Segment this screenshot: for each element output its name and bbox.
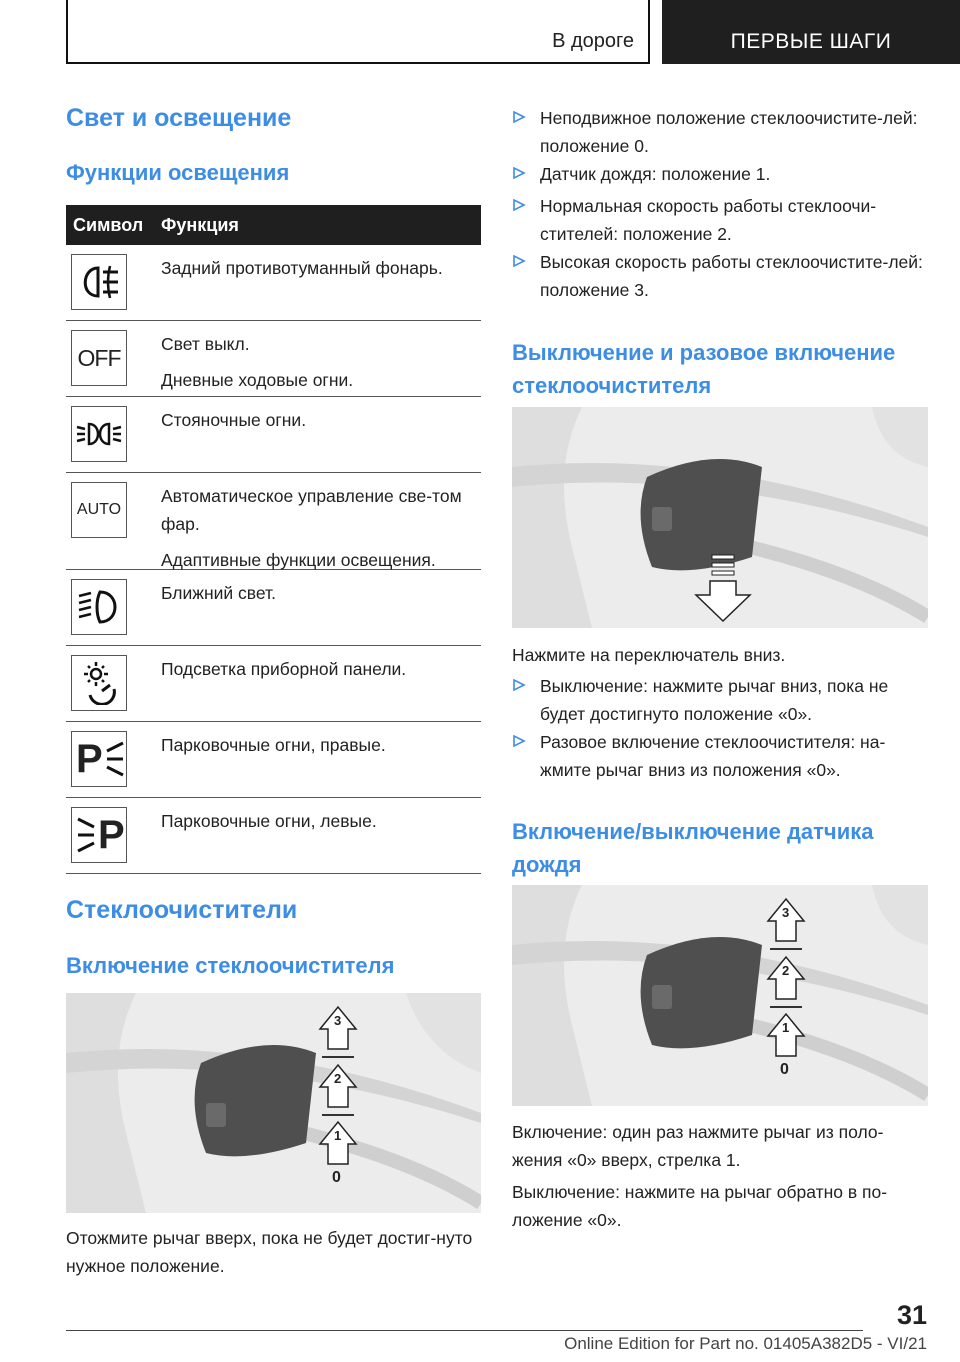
table-row [66, 722, 481, 798]
table-row [66, 798, 481, 874]
header-chapter-tab [662, 0, 960, 64]
table-row [66, 397, 481, 473]
parking-lights-icon [71, 406, 127, 462]
list-item-text: Неподвижное положение стеклоочистите-лей: положение 0. [540, 108, 918, 156]
row-text-secondary: Дневные ходовые огни. [161, 370, 354, 390]
wiper-on-instruction: Отожмите рычаг вверх, пока не будет достиг-нуто нужное положение. [66, 1228, 473, 1276]
icon-label: AUTO [76, 501, 122, 518]
heading-lighting-functions: Функции освещения [66, 160, 290, 185]
list-item-text: Выключение: нажмите рычаг вниз, пока не будет достигнуто положение «0». [540, 676, 889, 724]
heading-wiper-on: Включение стеклоочистителя [66, 953, 395, 978]
heading-wiper-off: Выключение и разовое включение стеклоочистителя [512, 340, 896, 398]
icon-label: P [98, 813, 125, 857]
row-text: Ближний свет. [161, 583, 276, 603]
low-beam-icon [71, 579, 127, 635]
rain-sensor-off-instruction: Выключение: нажмите на рычаг обратно в по-ложение «0». [512, 1182, 888, 1230]
heading-light: Свет и освещение [66, 104, 292, 132]
row-text: Свет выкл. [161, 334, 250, 354]
position-mark-0: 0 [780, 1061, 789, 1078]
position-mark-0: 0 [332, 1169, 341, 1186]
row-text: Подсветка приборной панели. [161, 659, 407, 679]
table-row [66, 570, 481, 646]
row-text-secondary: Адаптивные функции освещения. [161, 550, 436, 570]
rain-sensor-illustration [512, 885, 928, 1106]
page-number: 31 [896, 1300, 927, 1330]
list-item [512, 192, 928, 248]
header-section-tab [66, 0, 650, 64]
header-section-title: В дороге [552, 30, 634, 52]
list-item [512, 728, 928, 784]
position-mark-3: 3 [782, 905, 790, 920]
position-mark-3: 3 [334, 1013, 342, 1028]
row-text: Задний противотуманный фонарь. [161, 258, 443, 278]
header-chapter-title: ПЕРВЫЕ ШАГИ [730, 30, 892, 53]
position-mark-2: 2 [334, 1071, 342, 1086]
position-mark-2: 2 [782, 963, 790, 978]
footer-edition: Online Edition for Part no. 01405A382D5 - VI/21 [564, 1334, 927, 1353]
auto-lights-icon [71, 482, 127, 538]
list-item [512, 104, 928, 160]
icon-label: OFF [77, 344, 121, 371]
wiper-lever-illustration [66, 993, 481, 1213]
row-text: Парковочные огни, левые. [161, 811, 377, 831]
list-item-text: Высокая скорость работы стеклоочистите-лей: положение 3. [540, 252, 923, 300]
column-header-symbol: Символ [73, 214, 144, 235]
footer-divider [66, 1330, 863, 1331]
parking-right-icon [71, 731, 127, 787]
row-text: Автоматическое управление све-том фар. [161, 486, 462, 534]
page-header [0, 0, 960, 66]
position-mark-1: 1 [334, 1128, 342, 1143]
parking-left-icon [71, 807, 127, 863]
wiper-press-down-illustration [512, 407, 928, 628]
row-text: Стояночные огни. [161, 410, 307, 430]
press-down-instruction: Нажмите на переключатель вниз. [512, 645, 786, 665]
icon-label: P [76, 737, 103, 781]
list-item [512, 248, 928, 304]
column-header-function: Функция [161, 214, 239, 235]
rain-sensor-on-instruction: Включение: один раз нажмите рычаг из поло-жения «0» вверх, стрелка 1. [512, 1122, 884, 1170]
heading-wipers: Стеклоочистители [66, 896, 298, 924]
list-item-text: Датчик дождя: положение 1. [540, 164, 771, 184]
rear-fog-light-icon [71, 254, 127, 310]
row-text: Парковочные огни, правые. [161, 735, 386, 755]
table-header [66, 205, 481, 245]
position-mark-1: 1 [782, 1020, 790, 1035]
instrument-lighting-icon [71, 655, 127, 711]
table-row [66, 321, 481, 397]
table-row [66, 245, 481, 321]
table-row [66, 473, 481, 570]
lights-off-icon [71, 330, 127, 386]
list-item-text: Нормальная скорость работы стеклоочи-стителей: положение 2. [540, 196, 877, 244]
list-item-text: Разовое включение стеклоочистителя: на-жмите рычаг вниз из положения «0». [540, 732, 886, 780]
list-item [512, 160, 928, 188]
list-item [512, 672, 928, 728]
lighting-symbols-table [66, 205, 481, 874]
table-row [66, 646, 481, 722]
heading-rain-sensor: Включение/выключение датчика дождя [512, 819, 874, 877]
